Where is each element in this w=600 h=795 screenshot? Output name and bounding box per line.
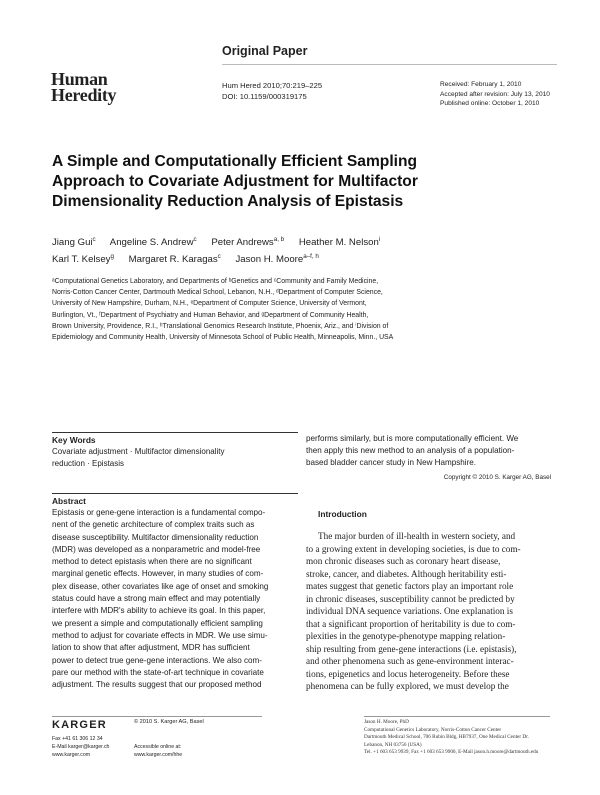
abstract-heading: Abstract [52, 496, 86, 506]
abstract-continuation: performs similarly, but is more computationally efficient. We then apply this new method to an analysis of a population- based bladder cancer study in New Hampshire. [306, 434, 519, 468]
journal-logo-line2: Heredity [51, 85, 117, 105]
citation-info [222, 80, 322, 102]
correspondence-contact[interactable]: Tel. +1 603 653 9939, Fax +1 603 653 9900, E-Mail jason.h.moore@dartmouth.edu [364, 749, 539, 756]
article-type-label: Original Paper [222, 44, 308, 58]
abstract-text: Epistasis or gene-gene interaction is a fundamental compo- nent of the genetic architecture of complex traits such as disease susceptibility. Multifactor dimensionality reduction (MDR) was developed as a nonparametric and model-free method to detect epistasis when there are no significant marginal genetic effects. However, in many studies of com- plex disease, other covariates like age of onset and smoking status could have a strong main effect and may potentially interfere with MDR's ability to achieve its goal. In this paper, we present a simple and computationally efficient sampling method to adjust for covariate effects in MDR. We use simu- lation to show that after adjustment, MDR has sufficient power to detect true gene-gene interactions. We also com- pare our method with the state-of-art technique in covariate adjustment. The results suggest that our proposed method [52, 508, 269, 690]
doi-line[interactable]: DOI: 10.1159/000319175 [222, 92, 307, 101]
author: Karl T. Kelsey$^g$ [52, 252, 114, 265]
received-date: Received: February 1, 2010 [440, 81, 522, 88]
author: Angeline S. Andrew$^c$ [109, 235, 197, 248]
footer-divider [52, 716, 262, 717]
title-line: Approach to Covariate Adjustment for Multifactor [52, 173, 418, 190]
footer-divider [364, 716, 550, 717]
journal-logo-line1: Human [51, 69, 108, 89]
author: Margaret R. Karagas$^c$ [128, 252, 221, 265]
author: Heather M. Nelson$^i$ [298, 235, 381, 248]
author: Jason H. Moore$^{a-f, h}$ [235, 252, 319, 265]
header-divider [222, 64, 557, 65]
publisher-website[interactable]: www.karger.com [52, 752, 91, 758]
citation-line: Hum Hered 2010;70:219–225 [222, 81, 323, 90]
affiliations [52, 276, 562, 343]
keywords-heading: Key Words [52, 435, 96, 445]
keywords-divider [52, 432, 298, 433]
affiliation-line: Norris-Cotton Cancer Center, Dartmouth Medical School, Lebanon, N.H., ᵈDepartment of Computer Science, [52, 289, 383, 297]
author: Peter Andrews$^{a, b}$ [211, 235, 285, 248]
abstract-divider [52, 493, 298, 494]
accepted-date: Accepted after revision: July 13, 2010 [440, 90, 550, 98]
affiliation-line: ᵃComputational Genetics Laboratory, and Departments of ᵇGenetics and ᶜCommunity and Family Medicine, [52, 278, 379, 285]
online-url[interactable]: www.karger.com/hhe [134, 752, 183, 758]
publisher-contact [52, 735, 109, 759]
online-label: Accessible online at: [134, 744, 182, 750]
affiliation-line: Burlington, Vt., ᶠDepartment of Psychiatry and Human Behavior, and ᵍDepartment of Community Health, [52, 311, 369, 319]
author-list [52, 234, 572, 268]
journal-logo [51, 71, 116, 103]
author: Jiang Gui$^c$ [52, 235, 96, 248]
article-dates [440, 80, 550, 109]
affiliation-line: Epidemiology and Community Health, University of Minnesota School of Public Health, Minneapolis, Minn., USA [52, 334, 394, 342]
keywords-text: Covariate adjustment · Multifactor dimensionality reduction · Epistasis [52, 447, 225, 468]
introduction-heading: Introduction [318, 509, 367, 519]
affiliation-line: Brown University, Providence, R.I., ʰTranslational Genomics Research Institute, Phoenix, Ariz., and ⁱDivision of [52, 322, 389, 330]
introduction-text: The major burden of ill-health in western society, and to a growing extent in developing societies, is due to com- mon chronic diseases such as coronary heart disease, stroke, cancer, and diabetes. Although heritability esti- mates suggest that genetic factors play an important role in chronic diseases, susceptibility cannot be predicted by individual DNA sequence variations. One explanation is that a significant proportion of heritability is due to com- plexities in the genotype-phenotype mapping relation- ship resulting from gene-gene interactions (i.e. epistasis), and other phenomena such as gene-environment interac- tions, epigenetics and locus heterogeneity. Before these phenomena can be fully explored, we must develop the [306, 531, 521, 691]
title-line: A Simple and Computationally Efficient Sampling [52, 153, 418, 170]
publisher-copyright: © 2010 S. Karger AG, Basel [134, 719, 204, 725]
article-title [52, 152, 572, 212]
copyright-notice: Copyright © 2010 S. Karger AG, Basel [443, 474, 551, 481]
published-date: Published online: October 1, 2010 [440, 100, 540, 107]
affiliation-line: University of New Hampshire, Durham, N.H., ᵉDepartment of Computer Science, University of Vermont, [52, 300, 367, 308]
publisher-logo: KARGER [52, 719, 107, 731]
publisher-fax: Fax +41 61 306 12 34 [52, 736, 103, 742]
publisher-email[interactable]: E-Mail karger@karger.ch [52, 744, 110, 750]
online-access [134, 743, 182, 759]
title-line: Dimensionality Reduction Analysis of Epistasis [52, 193, 404, 210]
correspondence-address: Jason H. Moore, PhD Computational Genetics Laboratory, Norris-Cotton Cancer Center Dartmouth Medical School, 706 Rubin Bldg, HB7937, One Medical Center Dr. Lebanon, NH 03756 (USA) Tel. +1 603 653 9939, Fax +1 603 653 9900, E-Mail jason.h.moore@dartmouth.edu [364, 719, 554, 757]
